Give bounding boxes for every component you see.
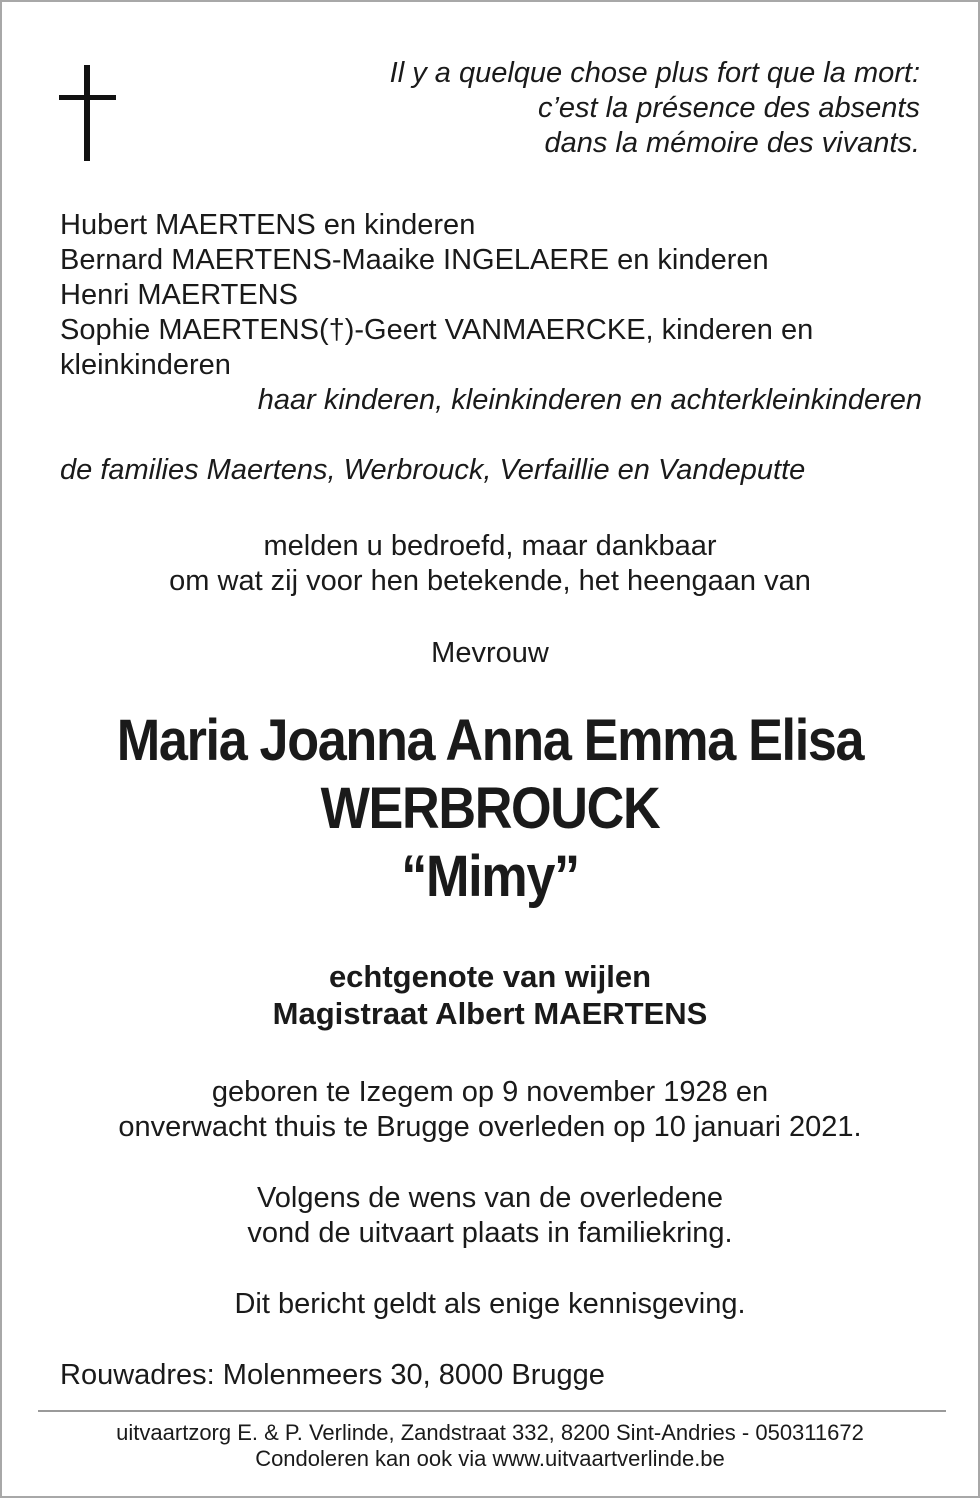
family-line: Bernard MAERTENS-Maaike INGELAERE en kinderen: [60, 244, 769, 276]
family-relation: haar kinderen, kleinkinderen en achterkleinkinderen: [257, 384, 922, 416]
birth-line: geboren te Izegem op 9 november 1928 en: [211, 1076, 769, 1108]
notice-text: Dit bericht geldt als enige kennisgeving.: [234, 1288, 746, 1320]
death-line: onverwacht thuis te Brugge overleden op 10 januari 2021.: [118, 1111, 862, 1143]
announcement-line: melden u bedroefd, maar dankbaar: [263, 530, 717, 562]
life-dates: [2, 1075, 978, 1145]
quote-line: Il y a quelque chose plus fort que la mort:: [389, 57, 920, 89]
condolence-link[interactable]: Condoleren kan ook via www.uitvaartverlinde.be: [255, 1446, 725, 1471]
deceased-name: [51, 707, 929, 911]
mourning-address: Rouwadres: Molenmeers 30, 8000 Brugge: [60, 1359, 605, 1391]
cross-icon: [59, 65, 116, 161]
funeral-line: Volgens de wens van de overledene: [257, 1182, 723, 1214]
family-list: [60, 208, 922, 488]
footer-divider: [38, 1410, 946, 1412]
surname: WERBROUCK: [320, 776, 660, 841]
given-names: Maria Joanna Anna Emma Elisa: [116, 708, 864, 773]
funeral-home-footer: [2, 1420, 978, 1472]
announcement-line: om wat zij voor hen betekende, het heengaan van: [169, 565, 811, 597]
family-line: Sophie MAERTENS(†)-Geert VANMAERCKE, kinderen en: [60, 314, 814, 346]
family-line: Hubert MAERTENS en kinderen: [60, 209, 476, 241]
quote-line: c’est la présence des absents: [537, 92, 920, 124]
family-line: Henri MAERTENS: [60, 279, 298, 311]
honorific: Mevrouw: [431, 637, 549, 669]
family-line: kleinkinderen: [60, 349, 231, 381]
spouse-info: [2, 958, 978, 1032]
spouse-name: Magistraat Albert MAERTENS: [272, 996, 708, 1031]
nickname: “Mimy”: [401, 844, 579, 909]
funeral-home-contact: uitvaartzorg E. & P. Verlinde, Zandstraat 332, 8200 Sint-Andries - 050311672: [116, 1420, 864, 1445]
opening-quote: [300, 56, 920, 161]
funeral-info: [2, 1181, 978, 1251]
extended-families: de families Maertens, Werbrouck, Verfaillie en Vandeputte: [60, 454, 806, 486]
quote-line: dans la mémoire des vivants.: [544, 127, 920, 159]
announcement: [2, 529, 978, 599]
spouse-line: echtgenote van wijlen: [328, 959, 652, 994]
funeral-line: vond de uitvaart plaats in familiekring.: [247, 1217, 733, 1249]
